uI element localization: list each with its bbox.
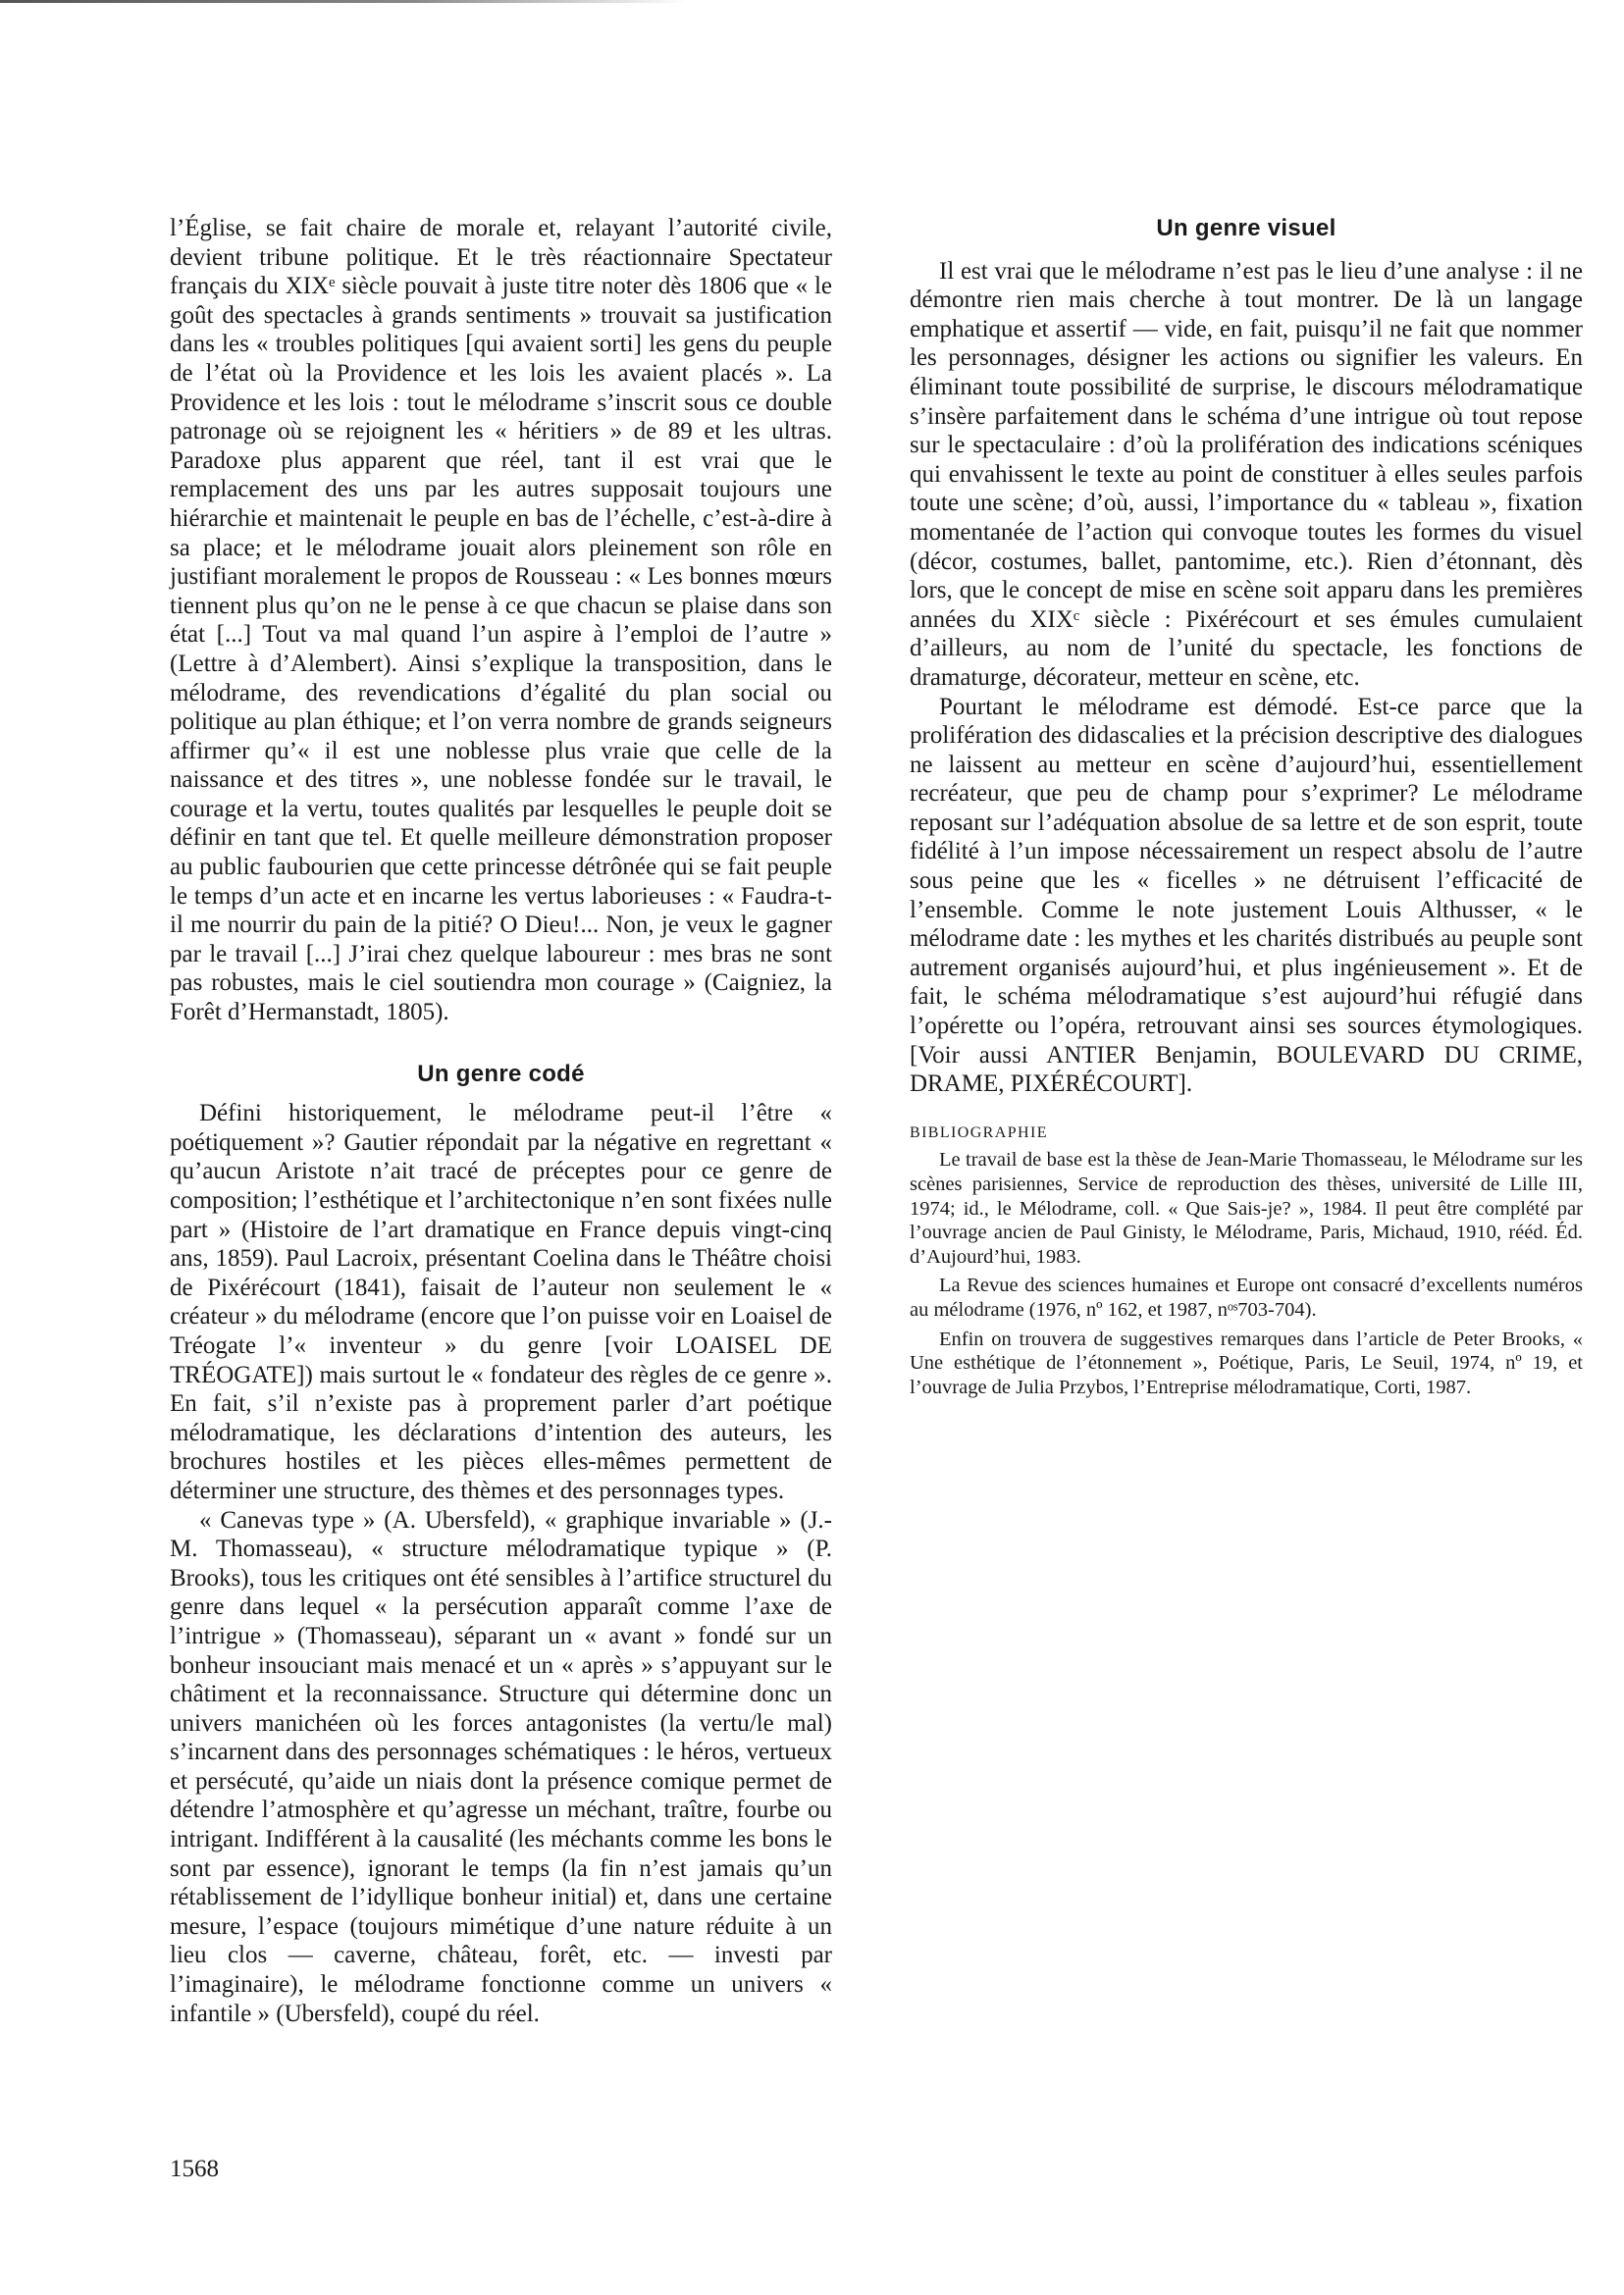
paragraph: Pourtant le mélodrame est démodé. Est-ce parce que la prolifération des didascalies et la précision descriptive des dialogues ne laissent au metteur en scène d’aujourd’hui, essentiellement recréateur, que peu de champ pour s’exprimer? Le mélodrame reposant sur l’adéquation absolue de sa lettre et de son esprit, toute fidélité à l’un impose nécessairement un respect absolu de l’autre sous peine que les « ficelles » ne détruisent l’efficacité de l’ensemble. Comme le note justement Louis Althusser, « le mélodrame date : les mythes et les charités distribués au peuple sont autrement organisés aujourd’hui, et plus ingénieusement ». Et de fait, le schéma mélodramatique s’est aujourd’hui réfugié dans l’opérette ou l’opéra, retrouvant ainsi ses sources étymologiques. [Voir aussi ANTIER Benjamin, BOULEVARD DU CRIME, DRAME, PIXÉRÉCOURT]. bbox=[910, 693, 1583, 1098]
bibliography-entry: Enfin on trouvera de suggestives remarques dans l’article de Peter Brooks, « Une esthétique de l’étonnement », Poétique, Paris, Le Seuil, 1974, nº 19, et l’ouvrage de Julia Przybos, l’Entreprise mélodramatique, Corti, 1987. bbox=[910, 1328, 1583, 1398]
bibliography-label: BIBLIOGRAPHIE bbox=[910, 1123, 1048, 1141]
bibliography bbox=[910, 1148, 1583, 1399]
paragraph: Il est vrai que le mélodrame n’est pas le lieu d’une analyse : il ne démontre rien mais cherche à tout montrer. De là un langage emphatique et assertif — vide, en fait, puisqu’il ne fait que nommer les personnages, désigner les actions ou signifier les valeurs. En éliminant toute possibilité de surprise, le discours mélodramatique s’insère parfaitement dans le schéma d’une intrigue où tout repose sur le spectaculaire : d’où la prolifération des indications scéniques qui envahissent le texte au point de constituer à elles seules parfois toute une scène; d’où, aussi, l’importance du « tableau », fixation momentanée de l’action qui convoque toutes les formes du visuel (décor, costumes, ballet, pantomime, etc.). Rien d’étonnant, dès lors, que le concept de mise en scène soit apparu dans les premières années du XIXᶜ siècle : Pixérécourt et ses émules cumulaient d’ailleurs, au nom de l’unité du spectacle, les fonctions de dramaturge, décorateur, metteur en scène, etc. bbox=[910, 257, 1583, 691]
section-heading-genre-visuel: Un genre visuel bbox=[1156, 215, 1336, 241]
page-number: 1568 bbox=[170, 2156, 219, 2182]
section-heading-genre-code: Un genre codé bbox=[417, 1060, 585, 1087]
right-column bbox=[910, 214, 1583, 1399]
paragraph: l’Église, se fait chaire de morale et, relayant l’autorité civile, devient tribune politique. Et le très réactionnaire Spectateur français du XIXᵉ siècle pouvait à juste titre noter dès 1806 que « le goût des spectacles à grands sentiments » trouvait sa justification dans les « troubles politiques [qui avaient sorti] les gens du peuple de l’état où la Providence et les lois les avaient placés ». La Providence et les lois : tout le mélodrame s’inscrit sous ce double patronage où se rejoignent les « héritiers » de 89 et les ultras. Paradoxe plus apparent que réel, tant il est vrai que le remplacement des uns par les autres supposait toujours une hiérarchie et maintenait le peuple en bas de l’échelle, c’est-à-dire à sa place; et le mélodrame jouait alors pleinement son rôle en justifiant moralement le propos de Rousseau : « Les bonnes mœurs tiennent plus qu’on ne le pense à ce que chacun se plaise dans son état [...] Tout va mal quand l’un aspire à l’emploi de l’autre » (Lettre à d’Alembert). Ainsi s’explique la transposition, dans le mélodrame, des revendications d’égalité du plan social ou politique au plan éthique; et l’on verra nombre de grands seigneurs affirmer qu’« il est une noblesse plus vraie que celle de la naissance et des titres », une noblesse fondée sur le travail, le courage et la vertu, toutes qualités par lesquelles le peuple doit se définir en tant que tel. Et quelle meilleure démonstration proposer au public faubourien que cette princesse détrônée qui se fait peuple le temps d’un acte et en incarne les vertus laborieuses : « Faudra-t-il me nourrir du pain de la pitié? O Dieu!... Non, je veux le gagner par le travail [...] J’irai chez quelque laboureur : mes bras ne sont pas robustes, mais le ciel soutiendra mon courage » (Caigniez, la Forêt d’Hermanstadt, 1805). bbox=[170, 215, 832, 1026]
paragraph: Défini historiquement, le mélodrame peut-il l’être « poétiquement »? Gautier répondait par la négative en regrettant « qu’aucun Aristote n’ait tracé de préceptes pour ce genre de composition; l’esthétique et l’architectonique n’en sont fixées nulle part » (Histoire de l’art dramatique en France depuis vingt-cinq ans, 1859). Paul Lacroix, présentant Coelina dans le Théâtre choisi de Pixérécourt (1841), faisait de l’auteur non seulement le « créateur » du mélodrame (encore que l’on puisse voir en Loaisel de Tréogate l’« inventeur » du genre [voir LOAISEL DE TRÉOGATE]) mais surtout le « fondateur des règles de ce genre ». En fait, s’il n’existe pas à proprement parler d’art poétique mélodramatique, les déclarations d’intention des auteurs, les brochures hostiles et les pièces elles-mêmes permettent de déterminer une structure, des thèmes et des personnages types. bbox=[170, 1100, 832, 1504]
bibliography-entry: La Revue des sciences humaines et Europe ont consacré d’excellents numéros au mélodrame (1976, nº 162, et 1987, nᵒˢ703-704). bbox=[910, 1275, 1583, 1321]
bibliography-entry: Le travail de base est la thèse de Jean-Marie Thomasseau, le Mélodrame sur les scènes parisiennes, Service de reproduction des thèses, université de Lille III, 1974; id., le Mélodrame, coll. « Que Sais-je? », 1984. Il peut être complété par l’ouvrage ancien de Paul Ginisty, le Mélodrame, Paris, Michaud, 1910, rééd. Éd. d’Aujourd’hui, 1983. bbox=[910, 1149, 1583, 1268]
left-column bbox=[170, 214, 832, 2028]
paragraph: « Canevas type » (A. Ubersfeld), « graphique invariable » (J.-M. Thomasseau), « structure mélodramatique typique » (P. Brooks), tous les critiques ont été sensibles à l’artifice structurel du genre dans lequel « la persécution apparaît comme l’axe de l’intrigue » (Thomasseau), séparant un « avant » fondé sur un bonheur insouciant mais menacé et un « après » s’appuyant sur le châtiment et la reconnaissance. Structure qui détermine donc un univers manichéen où les forces antagonistes (la vertu/le mal) s’incarnent dans des personnages schématiques : le héros, vertueux et persécuté, qu’aide un niais dont la présence comique permet de détendre l’atmosphère et qu’agresse un méchant, traître, fourbe ou intrigant. Indifférent à la causalité (les méchants comme les bons le sont par essence), ignorant le temps (la fin n’est jamais qu’un rétablissement de l’idyllique bonheur initial) et, dans une certaine mesure, l’espace (toujours mimétique d’une nature réduite à un lieu clos — caverne, château, forêt, etc. — investi par l’imaginaire), le mélodrame fonctionne comme un univers « infantile » (Ubersfeld), coupé du réel. bbox=[170, 1506, 832, 2027]
scan-top-edge bbox=[0, 0, 687, 3]
